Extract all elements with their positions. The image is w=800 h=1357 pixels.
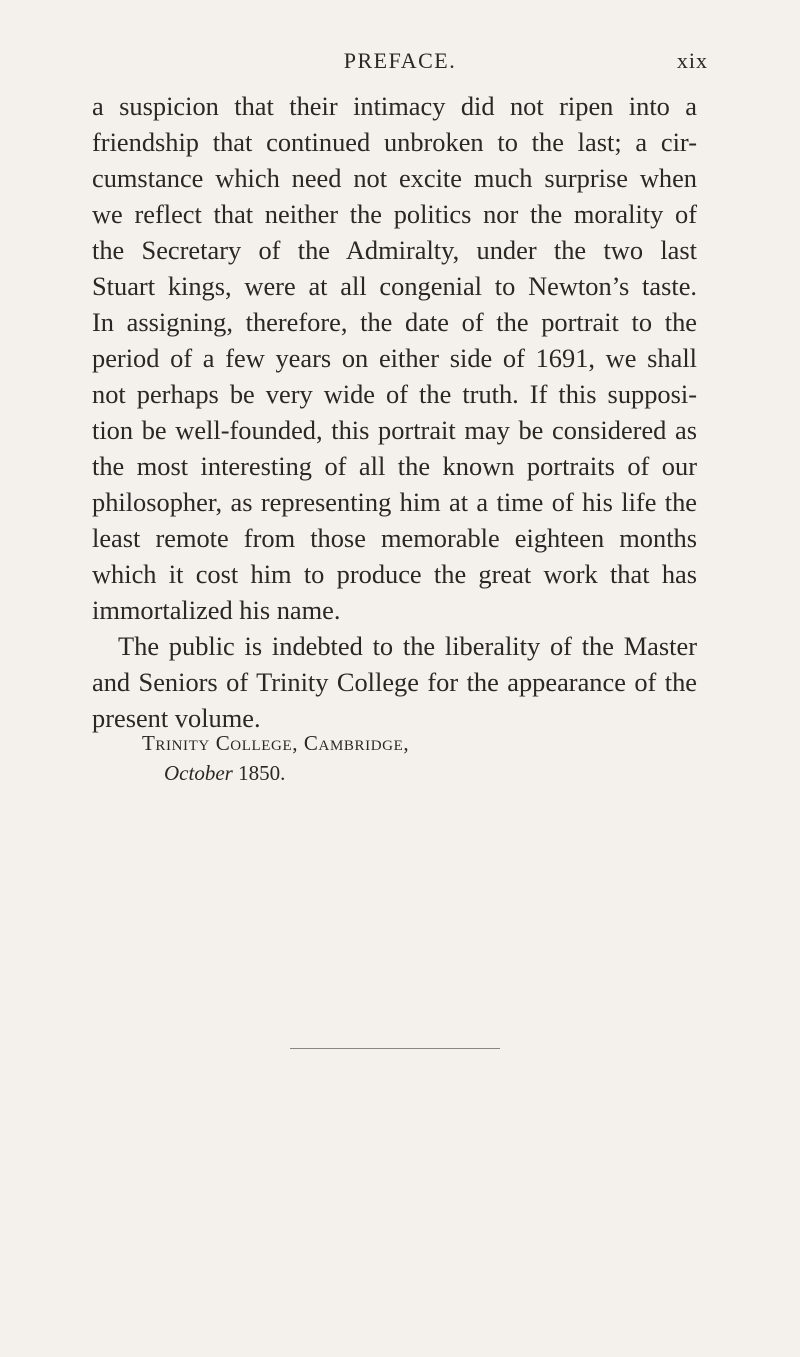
- signature-block: [142, 728, 409, 788]
- text-line: least remote from those memorable eighteen months: [92, 523, 697, 553]
- text-line: cumstance which need not excite much surprise when: [92, 163, 697, 193]
- running-title: PREFACE.: [343, 48, 457, 73]
- signature-place: Trinity College, Cambridge,: [142, 731, 410, 755]
- text-line: present volume.: [92, 703, 261, 733]
- text-line: not perhaps be very wide of the truth. If this supposi-: [92, 379, 697, 409]
- text-line: we reflect that neither the politics nor the morality of: [92, 199, 697, 229]
- text-line: the most interesting of all the known portraits of our: [92, 451, 697, 481]
- text-line: tion be well-founded, this portrait may be considered as: [92, 415, 697, 445]
- signature-month: October: [164, 761, 233, 785]
- signature-date: [142, 758, 409, 788]
- divider-rule: [290, 1048, 500, 1049]
- text-line: In assigning, therefore, the date of the portrait to the: [92, 307, 697, 337]
- text-line: and Seniors of Trinity College for the appearance of the: [92, 667, 697, 697]
- page-number: xix: [676, 48, 708, 73]
- text-line: philosopher, as representing him at a time of his life the: [92, 487, 697, 517]
- text-line: Stuart kings, were at all congenial to Newton’s taste.: [92, 271, 697, 301]
- preface-text: [92, 88, 697, 736]
- text-line: the Secretary of the Admiralty, under the two last: [92, 235, 697, 265]
- signature-year: 1850.: [238, 761, 286, 785]
- text-line: immortalized his name.: [92, 595, 341, 625]
- running-head: [92, 44, 708, 78]
- text-line: a suspicion that their intimacy did not ripen into a: [92, 91, 697, 121]
- text-line: period of a few years on either side of 1691, we shall: [92, 343, 697, 373]
- text-line: which it cost him to produce the great work that has: [92, 559, 697, 589]
- text-line: The public is indebted to the liberality of the Master: [118, 631, 697, 661]
- text-line: friendship that continued unbroken to the last; a cir-: [92, 127, 697, 157]
